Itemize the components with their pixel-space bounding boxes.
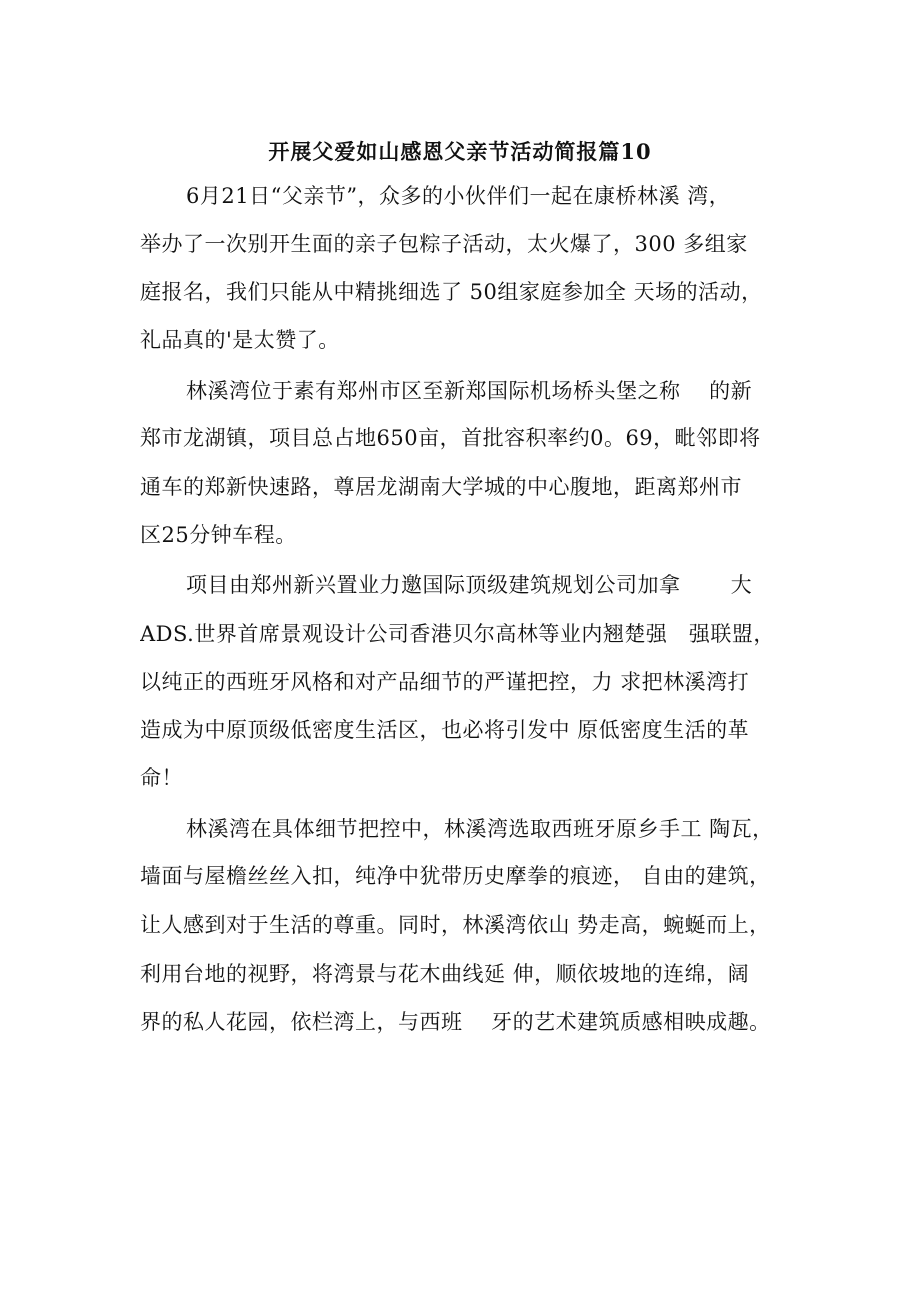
paragraph-3-line-3: 以纯正的西班牙风格和对产品细节的严谨把控，力 求把林溪湾打 (140, 670, 750, 694)
paragraph-4-line-1: 林溪湾在具体细节把控中，林溪湾选取西班牙原乡手工 陶瓦， (186, 817, 774, 841)
paragraph-3-line-5: 命！ (140, 766, 183, 790)
paragraph-1-line-1: 6月21日“父亲节”，众多的小伙伴们一起在康桥林溪 湾， (186, 184, 731, 208)
document-title: 开展父爱如山感恩父亲节活动简报篇10 (268, 139, 652, 164)
paragraph-2-line-1: 林溪湾位于素有郑州市区至新郑国际机场桥头堡之称 的新 (186, 379, 753, 403)
paragraph-3-line-2: ADS.世界首席景观设计公司香港贝尔高林等业内翘楚强 强联盟， (140, 622, 775, 646)
paragraph-3-line-1: 项目由郑州新兴置业力邀国际顶级建筑规划公司加拿 大 (186, 573, 753, 597)
paragraph-3-line-4: 造成为中原顶级低密度生活区，也必将引发中 原低密度生活的革 (140, 718, 750, 742)
paragraph-1-line-2: 举办了一次别开生面的亲子包粽子活动，太火爆了，300 多组家 (140, 232, 748, 256)
paragraph-4-line-5: 界的私人花园，依栏湾上，与西班 牙的艺术建筑质感相映成趣。 (140, 1010, 771, 1034)
paragraph-4-line-4: 利用台地的视野，将湾景与花木曲线延 伸，顺依坡地的连绵，阔 (140, 962, 750, 986)
paragraph-2-line-4: 区25分钟车程。 (140, 523, 297, 547)
paragraph-4-line-3: 让人感到对于生活的尊重。同时，林溪湾依山 势走高，蜿蜒而上， (140, 913, 771, 937)
paragraph-4-line-2: 墙面与屋檐丝丝入扣，纯净中犹带历史摩拳的痕迹， 自由的建筑， (140, 864, 771, 888)
paragraph-2-line-2: 郑市龙湖镇，项目总占地650亩，首批容积率约0。69，毗邻即将 (140, 426, 761, 450)
paragraph-1-line-4: 礼品真的'是太赞了。 (140, 328, 340, 352)
paragraph-1-line-3: 庭报名，我们只能从中精挑细选了 50组家庭参加全 天场的活动， (140, 280, 763, 304)
paragraph-2-line-3: 通车的郑新快速路，尊居龙湖南大学城的中心腹地，距离郑州市 (140, 475, 742, 499)
